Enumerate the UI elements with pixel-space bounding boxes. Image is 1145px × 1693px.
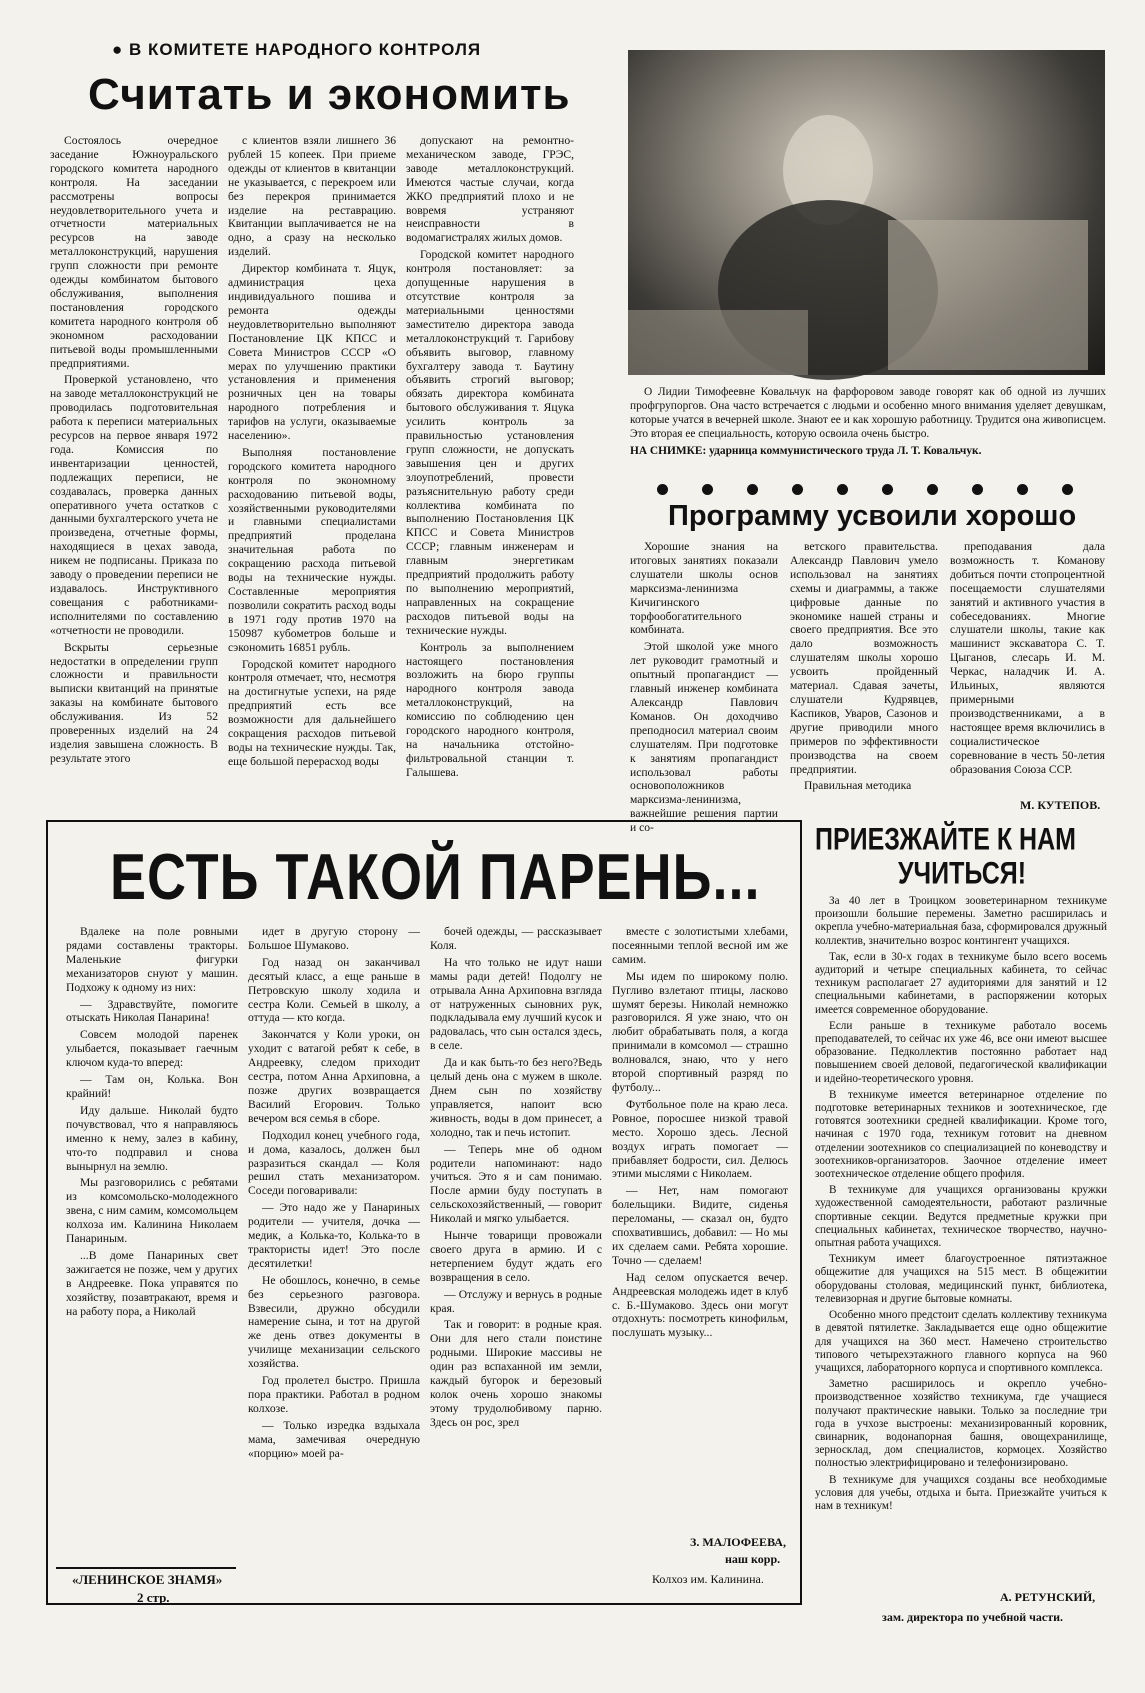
paragraph: Директор комбината т. Яцук, администрация цеха индивидуального пошива и ремонта одежды неудовлетворительно выполняют Постановление ЦК КПСС и Совета Министров СССР «О мерах по улучшению практики установления и применения розничных цен на товары народного потребления и тарифов на услуги, оказываемые населению». (228, 262, 396, 443)
dot (1017, 484, 1028, 495)
paragraph: — Отслужу и вернусь в родные края. (430, 1287, 602, 1315)
paragraph: Совсем молодой паренек улыбается, показывает гаечным ключом куда-то вперед: (66, 1028, 238, 1070)
paragraph: Год пролетел быстро. Пришла пора практики. Работал в родном колхозе. (248, 1374, 420, 1415)
dot (972, 484, 983, 495)
author-retunskiy-role: зам. директора по учебной части. (882, 1610, 1064, 1624)
paragraph: Техникум имеет благоустроенное пятиэтажное общежитие для учащихся на 515 мест. В общежитии оборудованы столовая, медицинский пункт, библиотека, телевизорная и другие бытовые комнаты. (815, 1253, 1107, 1305)
paragraph: В техникуме имеется ветеринарное отделение по подготовке ветеринарных техников и зоотехническое, где готовятся зоотехники средней квалификации. Кроме того, начиная с 1970 года, техникум готовит на дневном отделении зоотехников со специализацией по коневодству и зоотехников-организаторов. Заочное отделение имеет зоотехническое отделение общего профиля. (815, 1088, 1107, 1181)
paragraph: Состоялось очередное заседание Южноуральского городского комитета народного контроля. На заседании рассмотрены вопросы неудовлетворительного учета и отчетности материальных ресурсов на заводе металлоконструкций, нарушения групп сложности при ремонте одежды комбинатом бытового обслуживания, выполнения постановления городского комитета народного контроля об экономном расходовании питьевой воды промышленными предприятиями. (50, 134, 218, 370)
article-programmu-col1 (630, 540, 778, 835)
article-title-est-takoy: ЕСТЬ ТАКОЙ ПАРЕНЬ... (110, 841, 761, 914)
footer-paper-name: «ЛЕНИНСКОЕ ЗНАМЯ» (72, 1572, 223, 1587)
article-programmu-col3 (950, 540, 1105, 790)
paragraph: Заметно расширилось и окрепло учебно-производственное хозяйство техникума, где учащиеся получают практические навыки. Только за последние три года в учхозе выстроены: механизированный коровник, свинарник, водонапорная башня, овощехранилище, зерносклад, дом специалистов, кормоцех. Хозяйство полностью электрифицировано и телефонизировано. (815, 1378, 1107, 1470)
article-schitat-col2 (228, 134, 396, 810)
paragraph: Не обошлось, конечно, в семье без серьезного разговора. Взвесили, дружно обсудили намерение сына, и тот на другой же день отвез документы в училище механизации сельского хозяйства. (248, 1273, 420, 1371)
paragraph: — Там он, Колька. Вон крайний! (66, 1073, 238, 1100)
paragraph: Год назад он заканчивал десятый класс, а еще раньше в Петровскую школу ходила и сестра Коли. Семьей в школу, а оттуда — кто когда. (248, 955, 420, 1025)
dot (882, 484, 893, 495)
article-schitat-col3 (406, 134, 574, 810)
author-malofeeva-place: Колхоз им. Калинина. (652, 1572, 764, 1586)
paragraph: ветского правительства. Александр Павлович умело использовал на занятиях схемы и диаграммы, а также цифровые данные по экономике нашей страны и своего предприятия. Все это дало возможность слушателям школы хорошо усвоить пройденный материал. Сдавая зачеты, слушатели Кудрявцев, Каспиков, Уваров, Сазонов и другие приводили много примеров по эффективности производства на своем предприятии. (790, 540, 938, 776)
author-malofeeva-role: наш корр. (725, 1552, 781, 1566)
paragraph: — Нет, нам помогают болельщики. Видите, сиденья переломаны, — сказал он, будто спохватившись, добавил: — Но мы их сделаем сами. Ребята хорошие. Точно — сделаем! (612, 1184, 788, 1267)
dot (792, 484, 803, 495)
article-paren-col2 (248, 925, 420, 1600)
paragraph: — Здравствуйте, помогите отыскать Николая Панарина! (66, 997, 238, 1025)
paragraph: Контроль за выполнением настоящего постановления возложить на бюро группы народного контроля завода металлоконструкций, на комиссию по соблюдению цен городского народного контроля, на начальника отстойно-фильтровальной станции т. Галышева. (406, 640, 574, 779)
paragraph: Футбольное поле на краю леса. Ровное, поросшее низкой травой место. Хорошо здесь. Лесной воздух играть помогает — прибавляет бодрости, сил. Делюсь этими мыслями с Николаем. (612, 1097, 788, 1181)
paragraph: — Это надо же у Панариных родители — учителя, дочка — медик, а Колька-то, Колька-то в трактористы идет! Это после десятилетки! (248, 1201, 420, 1270)
article-title-schitat: Считать и экономить (88, 70, 571, 119)
photo-kovalchuk (628, 50, 1105, 375)
dot (657, 484, 668, 495)
separator-dots (625, 482, 1105, 500)
paragraph: Мы идем по широкому полю. Пугливо взлетают птицы, ласково шумят березы. Николай немножко разговорился. Я уже знаю, что он любит обрабатывать поля, а когда принимали в комсомол — страшно волновался, знаю, что у него второй спортивный разряд по футболу... (612, 969, 788, 1094)
paragraph: бочей одежды, — рассказывает Коля. (430, 925, 602, 952)
paragraph: ...В доме Панариных свет зажигается не позже, чем у других в Андреевке. Пока управятся по хозяйству, позавтракают, время и на работу пора, а Николай (66, 1248, 238, 1318)
paragraph: с клиентов взяли лишнего 36 рублей 15 копеек. При приеме одежды от клиентов в квитанции не указывается, с перекроем или без перекроя принимается изделие на реставрацию. Квитанции выплачивается не на одно, а сразу на несколько изделий. (228, 134, 396, 259)
dot (747, 484, 758, 495)
paragraph: — Теперь мне об одном родители напоминают: надо учиться. Это я и сам понимаю. После армии буду поступать в сельскохозяйственный, — говорит Николай и мягко улыбается. (430, 1142, 602, 1226)
paragraph: Городской комитет народного контроля отмечает, что, несмотря на достигнутые успехи, на ряде предприятий есть все возможности для дальнейшего сокращения расходов питьевой воды на технические нужды. Так, еще большой перерасход воды (228, 657, 396, 768)
paragraph: Подходил конец учебного года, и дома, казалось, должен был разразиться скандал — Коля решил стать механизатором. Соседи поговаривали: (248, 1128, 420, 1198)
paragraph: Проверкой установлено, что на заводе металлоконструкций не проводилась подготовительная работа к переписи материальных ресурсов на первое января 1972 года. Комиссия по инвентаризации ценностей, подлежащих переписи, не создавалась, проверка данных оперативного учета остатков с данными бухгалтерского учета не произведена, отчетные формы, находящиеся в цехах завода, никем не подписаны. Приказа по заводу о проведении переписи не издавалось. Инструктивного совещания с работниками-исполнителями по составлению «отчетности не проводили. (50, 373, 218, 637)
paragraph: допускают на ремонтно-механическом заводе, ГРЭС, заводе металлоконструкций. Имеются частые случаи, когда ЖКО предприятий плохо и не вовремя устраняют неисправности в водомагистралях жилых домов. (406, 134, 574, 245)
article-title-priezzhayte-1: ПРИЕЗЖАЙТЕ К НАМ (815, 822, 1076, 857)
paragraph: Мы разговорились с ребятами из комсомольско-молодежного звена, с ним самим, комсомольцем колхоза им. Калинина Николаем Панариным. (66, 1176, 238, 1246)
author-retunskiy: А. РЕТУНСКИЙ, (1000, 1590, 1096, 1604)
paragraph: Правильная методика (804, 779, 912, 793)
paragraph: Нынче товарищи провожали своего друга в армию. И с нетерпением будут ждать его возвращения в село. (430, 1229, 602, 1284)
section-rubric: ● В КОМИТЕТЕ НАРОДНОГО КОНТРОЛЯ (112, 40, 482, 59)
paragraph: Особенно много предстоит сделать коллективу техникума в девятой пятилетке. Закладывается еще одно общежитие для учащихся на 360 мест. Намечено строительство типового четырехэтажного главного корпуса на 960 учащихся, лабораторного корпуса и спортивного комплекса. (815, 1309, 1107, 1374)
paragraph: Вскрыты серьезные недостатки в определении групп сложности и правильности выписки квитанций на принятые заказы на комбинате бытового обслуживания. Из 52 проверенных изделий на 24 изделия завышена сложность. В результате этого (50, 640, 218, 765)
article-priezzhayte-body (815, 895, 1107, 1575)
paragraph: Так, если в 30-х годах в техникуме было всего восемь аудиторий и четыре специальных кабинета, то сейчас техникум располагает 27 аудиториями для занятий и 12 специальными кабинетами, в распоряжении которых имеется современное оборудование. (815, 950, 1107, 1016)
paragraph: Если раньше в техникуме работало восемь преподавателей, то сейчас их уже 46, все они имеют высшее образование. Педколлектив постоянно работает над повышением своей деловой, педагогической квалификации и идейно-теоретического уровня. (815, 1019, 1107, 1085)
dot (837, 484, 848, 495)
paragraph: Закончатся у Коли уроки, он уходит с ватагой ребят к себе, в Андреевку, следом приходит сестра, потом Анна Архиповна, а позже других возвращается Василий Егорович. Только вечером вся семья в сборе. (248, 1028, 420, 1125)
paragraph: Этой школой уже много лет руководит грамотный и опытный пропагандист — главный инженер комбината Александр Павлович Команов. Он доходчиво преподносил материал своим слушателям. При подготовке к занятиям пропагандист использовал работы основоположников марксизма-ленинизма, важнейшие решения партии и со- (630, 640, 778, 835)
dot (927, 484, 938, 495)
paragraph: Иду дальше. Николай будто почувствовал, что я направляюсь именно к нему, залез в кабину, что-то подправил и снова вынырнул на землю. (66, 1103, 238, 1173)
author-malofeeva: З. МАЛОФЕЕВА, (690, 1535, 786, 1549)
article-programmu-col2 (790, 540, 938, 815)
caption-on-photo: НА СНИМКЕ: ударница коммунистического труда Л. Т. Ковальчук. (630, 444, 982, 457)
author-kutepov: М. КУТЕПОВ. (1020, 798, 1101, 812)
caption-text: О Лидии Тимофеевне Ковальчук на фарфоровом заводе говорят как об одной из лучших профгрупоргов. Она часто встречается с людьми и особенно много внимания уделяет девушкам, которые учатся в вечерней школе. Знают ее и как хорошую работницу. Трудится она живописцем. Это вторая ее специальность, которую освоила очень быстро. (630, 386, 1106, 440)
paragraph: На что только не идут наши мамы ради детей! Подолгу не отрывала Анна Архиповна взгляда от натруженных сыновних рук, подкладывала ему лучший кусок и радовалась, что сын остался здесь, в селе. (430, 955, 602, 1053)
paragraph: преподавания дала возможность т. Команову добиться почти стопроцентной посещаемости слушателями занятий и активного участия в собеседованиях. Многие слушатели школы, такие как машинист экскаватора С. Т. Цыганов, слесарь И. М. Черкас, наладчик И. А. Ильиных, являются примерными производственниками, а в настоящее время включились в социалистическое соревнование в честь 50-летия образования Союза ССР. (950, 540, 1105, 776)
dot (702, 484, 713, 495)
article-paren-col1 (66, 925, 238, 1570)
footer-page-number: 2 стр. (137, 1590, 170, 1605)
paragraph: В техникуме для учащихся созданы все необходимые условия для учебы, отдыха и быта. Приезжайте учиться к нам в техникум! (815, 1473, 1107, 1512)
article-title-priezzhayte-2: УЧИТЬСЯ! (898, 856, 1027, 891)
paragraph: Да и как быть-то без него?Ведь целый день она с мужем в школе. Днем сын по хозяйству управляется, напоит всю живность, воды в дом принесет, а холодно, так и печь истопит. (430, 1056, 602, 1139)
paragraph: За 40 лет в Троицком зооветеринарном техникуме произошли большие перемены. Заметно расширилась и окрепла учебно-материальная база, сформировался дружный коллектив, значительно возрос контингент учащихся. (815, 895, 1107, 947)
paragraph: идет в другую сторону — Большое Шумаково. (248, 925, 420, 952)
article-schitat-col1 (50, 134, 218, 810)
paragraph: Городской комитет народного контроля постановляет: за допущенные нарушения в отсутствие контроля за материальными ценностями заместителю директора завода металлоконструкций т. Гарибову объявить выговор, главному бухгалтеру завода т. Баутину объявить строгий выговор; обязать директора комбината бытового обслуживания т. Яцука усилить контроль за правильностью установления групп сложности, не допускать завышения цен и других злоупотреблений, провести разъяснительную работу среди коллектива комбината по выполнению Постановления ЦК КПСС и Совета Министров СССР; главным инженерам и главным энергетикам предприятий продолжить работу по выполнению мероприятий, направленных на сокращение расходов питьевой воды на технические нужды. (406, 248, 574, 637)
paragraph: Хорошие знания на итоговых занятиях показали слушатели школы основ марксизма-ленинизма Кичигинского торфообогатительного комбината. (630, 540, 778, 637)
photo-caption (630, 386, 1106, 474)
photo-illustration (628, 50, 1105, 375)
article-paren-col4 (612, 925, 788, 1525)
paragraph: Так и говорит: в родные края. Они для него стали поистине родными. Широкие массивы не один раз вспаханной им земли, каждый бугорок и березовый колок очень хорошо знакомы этому трудолюбивому парню. Здесь он рос, зрел (430, 1318, 602, 1429)
paragraph: Вдалеке на поле ровными рядами составлены тракторы. Маленькие фигурки механизаторов снуют у машин. Подхожу к одному из них: (66, 925, 238, 994)
article-paren-col3 (430, 925, 602, 1600)
paragraph: вместе с золотистыми хлебами, посеянными теплой весной им же самим. (612, 925, 788, 966)
paragraph: В техникуме для учащихся организованы кружки художественной самодеятельности, работают различные спортивные секции. Ведутся предметные кружки при специальных кабинетах, техническое творчество, научно-опытная работа учащихся. (815, 1184, 1107, 1250)
paragraph: Выполняя постановление городского комитета народного контроля по экономному расходованию питьевой воды, хозяйственными руководителями и главными специалистами предприятий проделана значительная работа по сокращению расхода питьевой воды на технические нужды. Составленные мероприятия позволили сократить расход воды в 1971 году против 1970 на 150987 кубометров больше и сэкономить 16851 рубль. (228, 445, 396, 654)
footer-rule (56, 1567, 236, 1569)
dot (1062, 484, 1073, 495)
paragraph: Над селом опускается вечер. Андреевская молодежь идет в клуб с. Б.-Шумаково. Здесь они могут отдохнуть: посмотреть кинофильм, послушать музыку... (612, 1270, 788, 1340)
paragraph: — Только изредка вздыхала мама, замечивая очередную «порцию» моей ра- (248, 1418, 420, 1460)
article-title-programmu: Программу усвоили хорошо (668, 500, 1077, 532)
